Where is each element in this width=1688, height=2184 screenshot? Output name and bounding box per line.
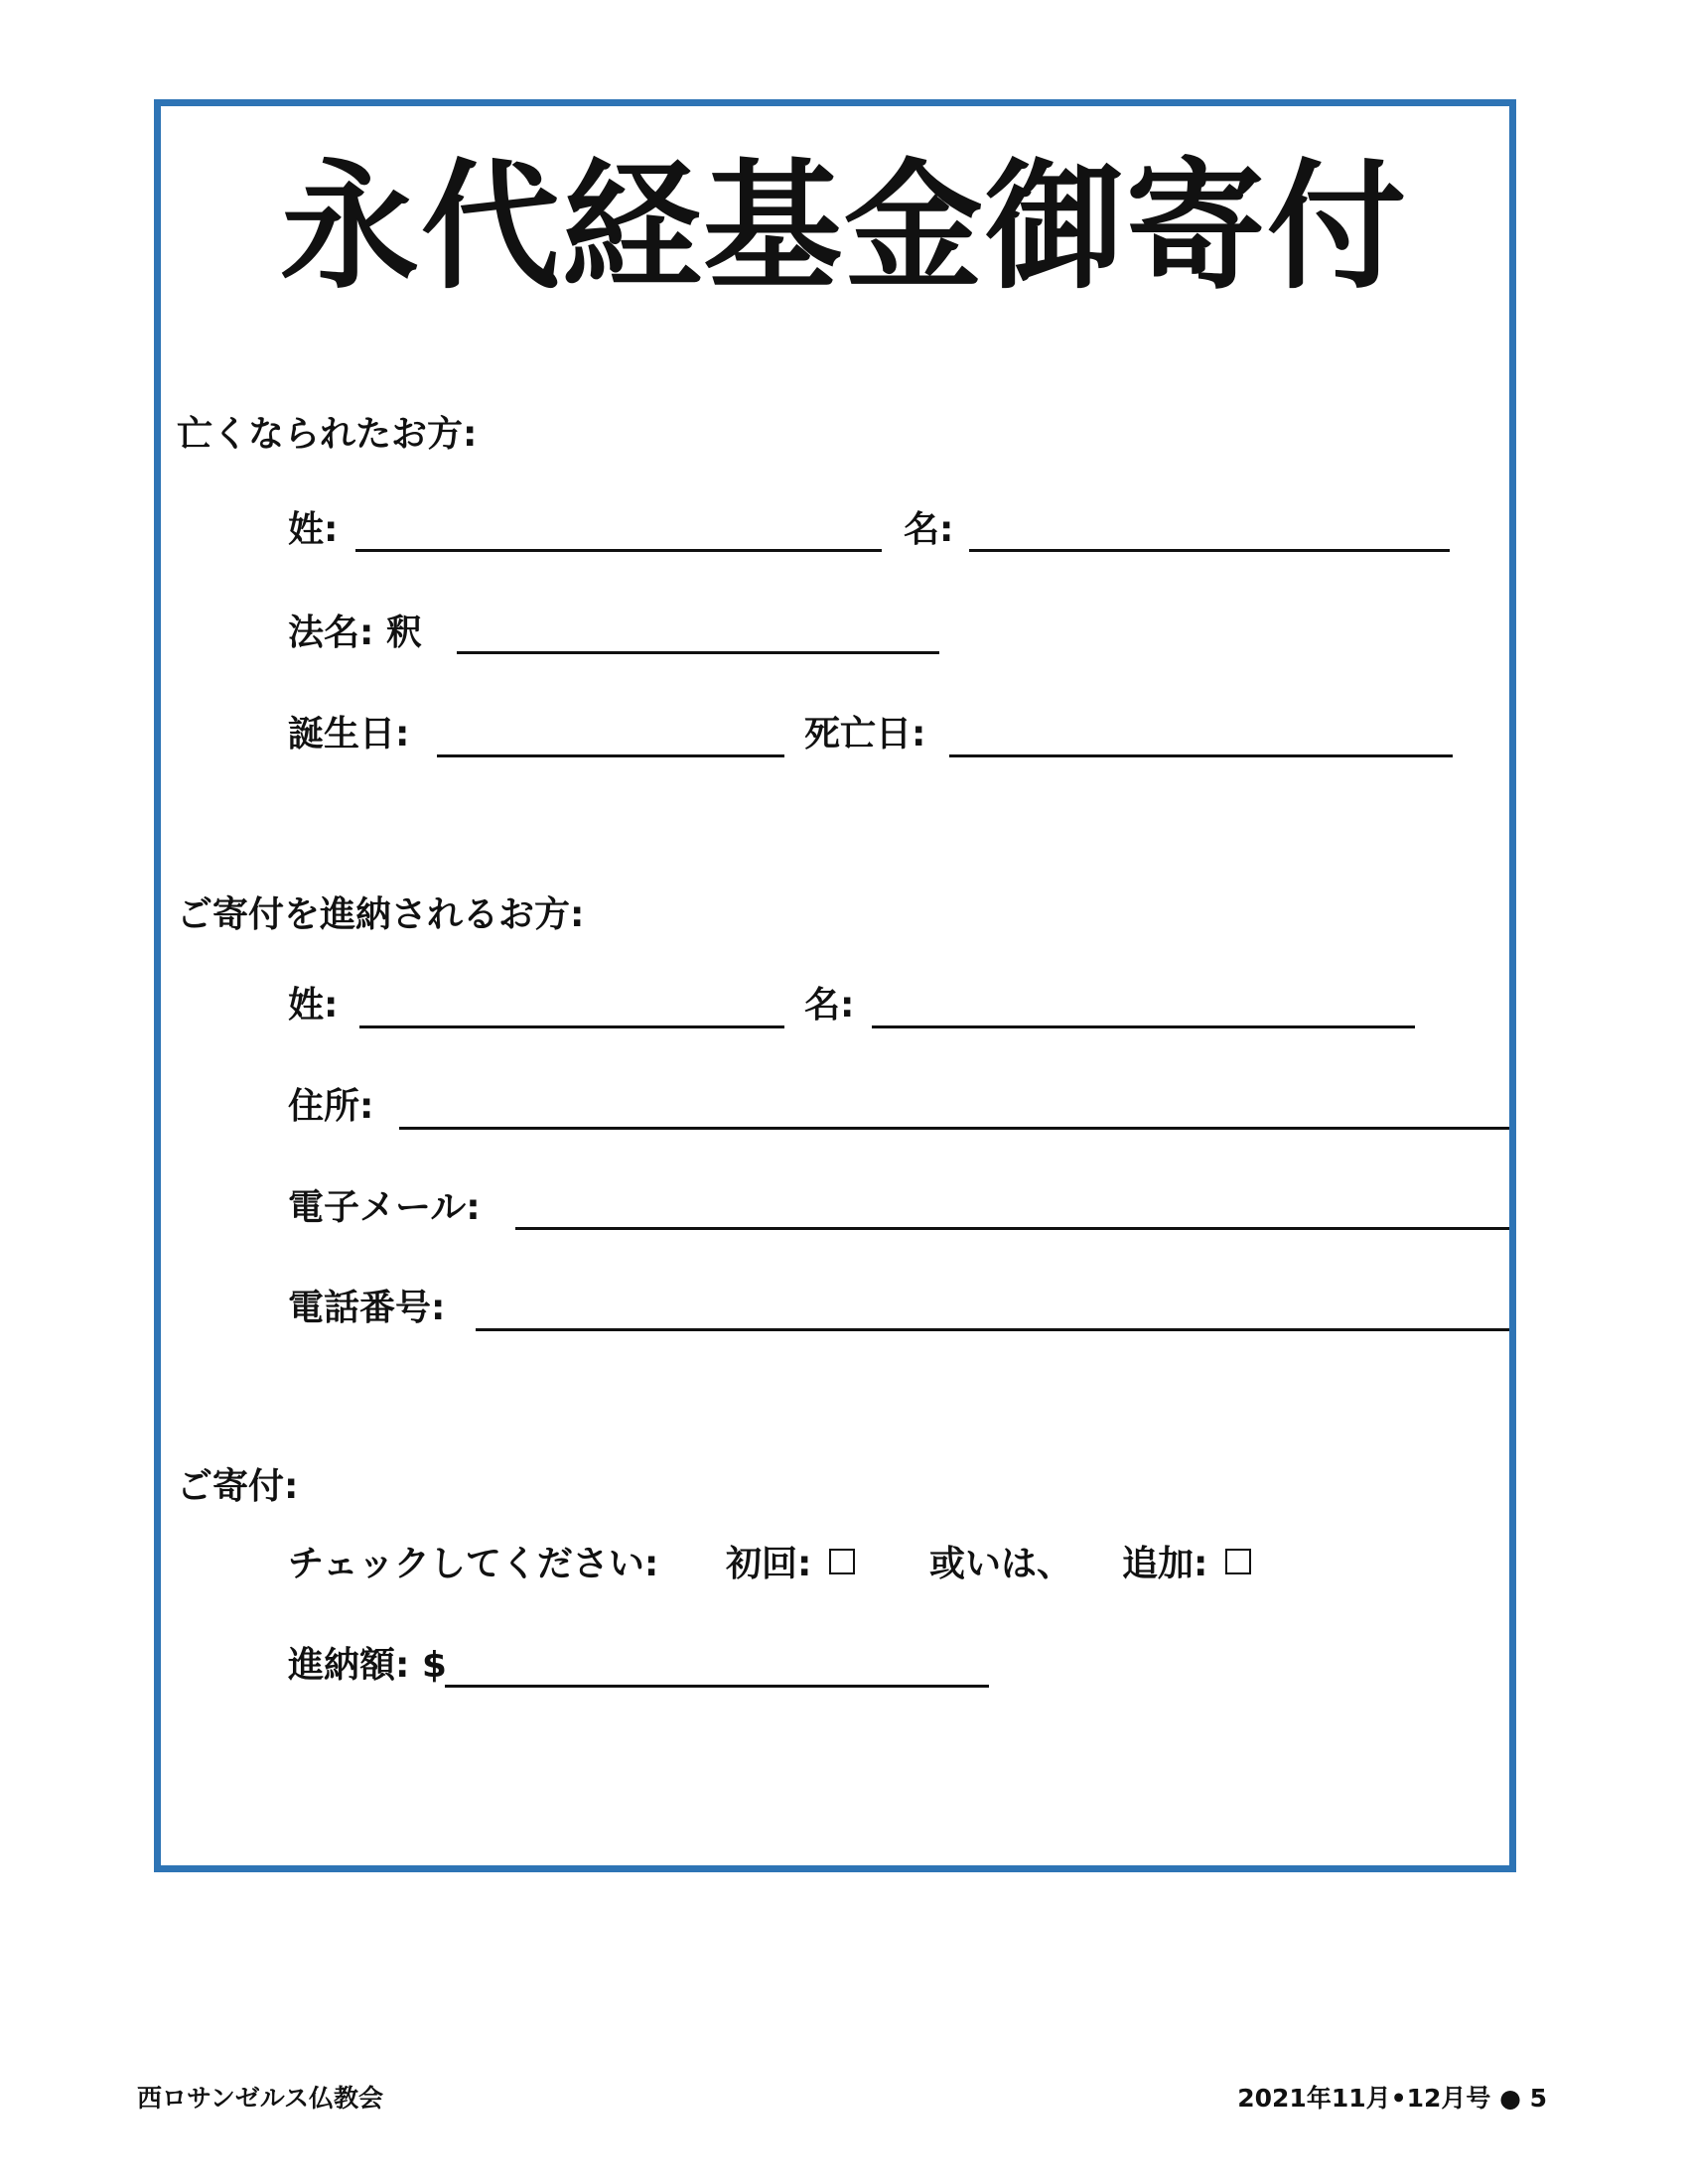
dharma-name-field[interactable] [457, 651, 939, 654]
footer-organization: 西ロサンゼルス仏教会 [137, 2084, 384, 2113]
death-date-field[interactable] [949, 754, 1453, 757]
phone-field[interactable] [476, 1328, 1509, 1331]
first-time-label: 初回: [726, 1544, 812, 1584]
check-prompt: チェックしてください: [288, 1544, 659, 1584]
donor-section-heading: ご寄付を進納されるお方: [177, 894, 585, 935]
donation-section-heading: ご寄付: [177, 1466, 299, 1507]
deceased-first-name-field[interactable] [969, 549, 1450, 552]
donor-last-name-label: 姓: [288, 985, 339, 1025]
donor-last-name-field[interactable] [359, 1025, 784, 1028]
dharma-name-label: 法名: 釈 [288, 613, 422, 653]
death-date-label: 死亡日: [804, 714, 926, 754]
additional-checkbox[interactable] [1225, 1549, 1251, 1574]
deceased-section-heading: 亡くなられたお方: [177, 414, 478, 455]
or-label: 或いは、 [929, 1544, 1073, 1584]
first-time-checkbox[interactable] [829, 1549, 855, 1574]
birth-date-label: 誕生日: [288, 714, 410, 754]
donor-first-name-field[interactable] [872, 1025, 1415, 1028]
deceased-last-name-label: 姓: [288, 509, 339, 550]
amount-field[interactable] [445, 1685, 989, 1688]
email-label: 電子メール: [288, 1187, 481, 1228]
deceased-last-name-field[interactable] [355, 549, 882, 552]
additional-label: 追加: [1122, 1544, 1208, 1584]
amount-label: 進納額: $ [288, 1645, 447, 1686]
deceased-first-name-label: 名: [904, 509, 954, 550]
donor-first-name-label: 名: [804, 985, 855, 1025]
phone-label: 電話番号: [288, 1288, 446, 1328]
address-field[interactable] [399, 1127, 1509, 1130]
birth-date-field[interactable] [437, 754, 784, 757]
form-title: 永代経基金御寄付 [279, 147, 1408, 309]
address-label: 住所: [288, 1086, 374, 1127]
email-field[interactable] [515, 1227, 1509, 1230]
footer-issue: 2021年11月•12月号 ● 5 [1237, 2084, 1547, 2113]
